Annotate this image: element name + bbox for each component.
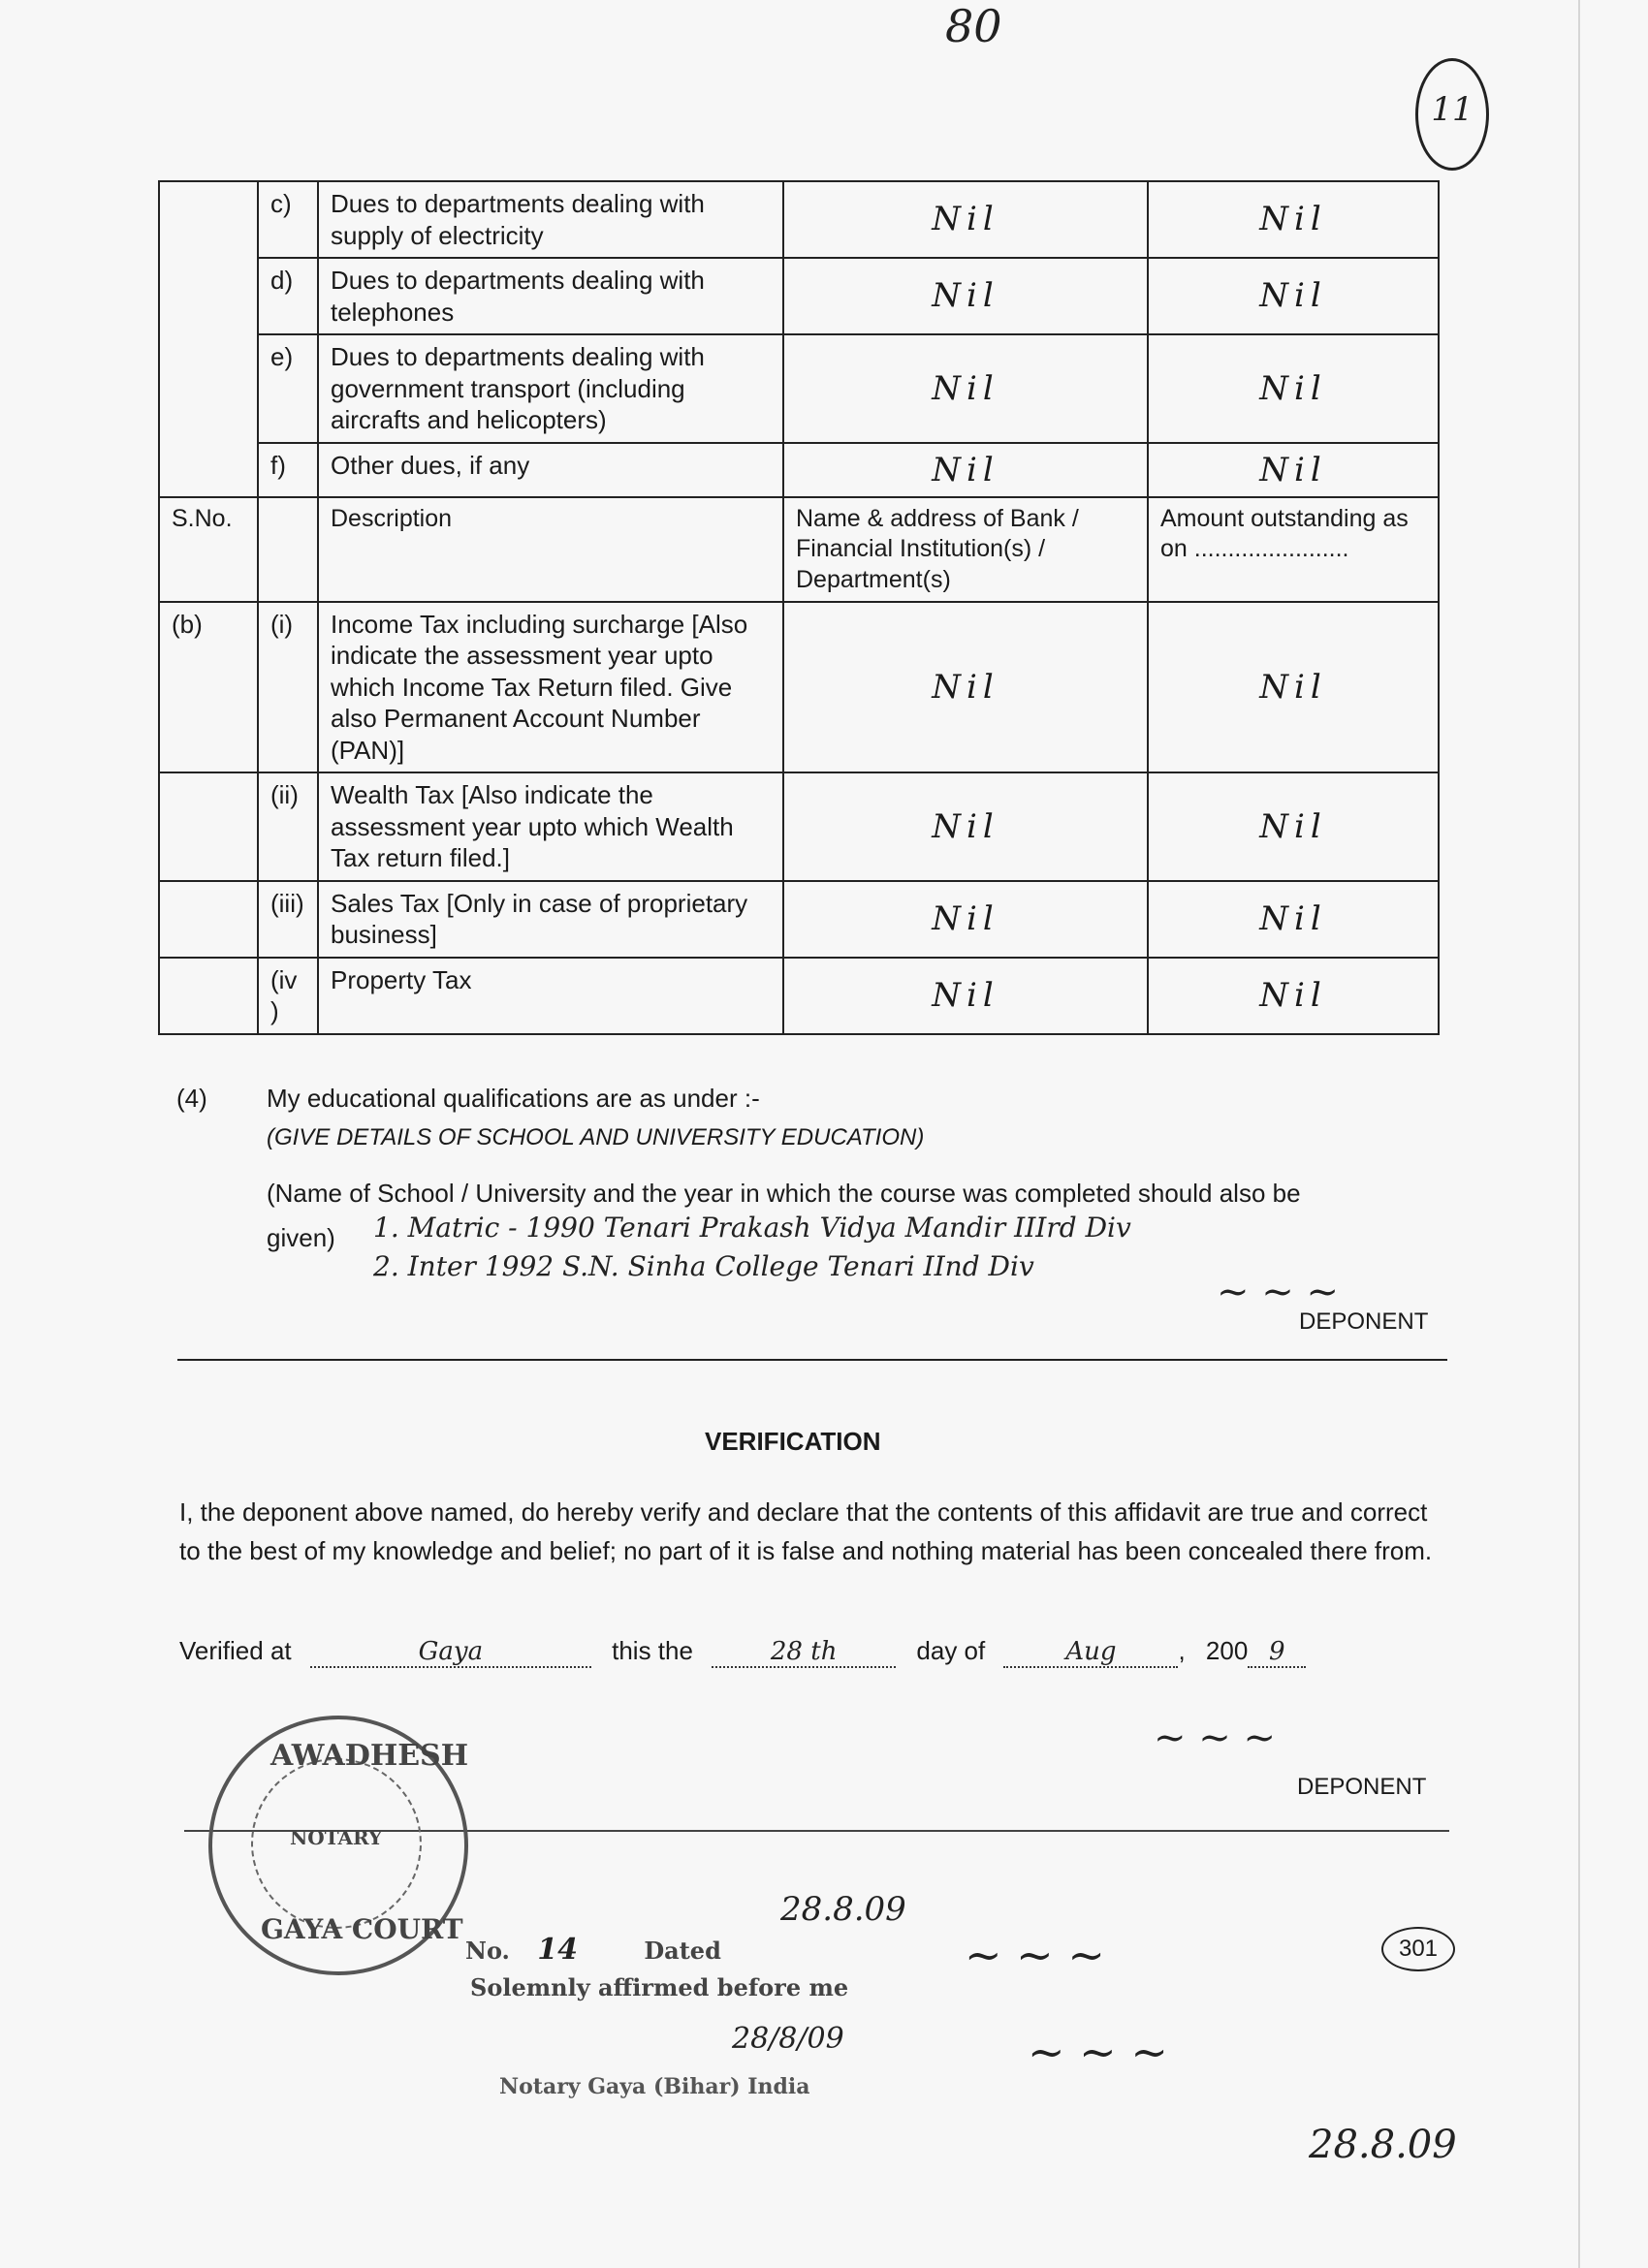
verification-body: I, the deponent above named, do hereby verify and declare that the contents of this affidavit are true and correct to the best of my knowledge and belief; no part of it is false and nothing material has been concealed there from. (179, 1497, 1433, 1565)
stamp-bottom-text: GAYA COURT (261, 1913, 463, 1945)
education-instruction: (GIVE DETAILS OF SCHOOL AND UNIVERSITY EDUCATION) (267, 1124, 925, 1150)
verification-signature: ~ ~ ~ (1154, 1716, 1276, 1760)
table-cell (258, 497, 318, 602)
row-description: Dues to departments dealing with supply of electricity (318, 181, 783, 258)
bank-value: Nil (783, 881, 1148, 958)
stamp-middle-text: NOTARY (290, 1826, 383, 1849)
amount-value: Nil (1148, 443, 1439, 498)
amount-value: Nil (1148, 258, 1439, 334)
official-signature: ~ ~ ~ (1028, 2026, 1168, 2078)
year-value: 9 (1248, 1637, 1306, 1668)
table-row (159, 181, 1439, 258)
amount-value: Nil (1148, 958, 1439, 1034)
table-row (159, 258, 1439, 334)
verified-at-label: Verified at (179, 1636, 292, 1665)
bank-value: Nil (783, 258, 1148, 334)
table-header-row (159, 497, 1439, 602)
amount-value: Nil (1148, 334, 1439, 443)
page-edge (1578, 0, 1580, 2268)
education-given: given) (267, 1223, 335, 1252)
corner-circle (1415, 58, 1489, 171)
row-description: Dues to departments dealing with government transport (including aircrafts and helicopters) (318, 334, 783, 443)
bank-value: Nil (783, 443, 1148, 498)
stamp-top-text: AWADHESH (270, 1739, 469, 1773)
row-description: Dues to departments dealing with telephones (318, 258, 783, 334)
table-row (159, 334, 1439, 443)
no-value: 14 (537, 1933, 578, 1967)
row-index: (ii) (258, 772, 318, 881)
amount-value: Nil (1148, 881, 1439, 958)
bank-value: Nil (783, 602, 1148, 773)
verification-title: VERIFICATION (705, 1427, 881, 1456)
place-value: Gaya (310, 1637, 591, 1668)
this-the-label: this the (612, 1636, 693, 1665)
page-number-circle: 301 (1381, 1927, 1455, 1971)
year-prefix: 200 (1205, 1636, 1249, 1665)
table-row (159, 602, 1439, 773)
education-heading: My educational qualifications are as under :- (267, 1084, 760, 1113)
notary-footer: Notary Gaya (Bihar) India (499, 2074, 810, 2099)
row-index: f) (258, 443, 318, 498)
header-sno: S.No. (159, 497, 258, 602)
day-of-label: day of (916, 1636, 986, 1665)
month-value: Aug (1003, 1637, 1178, 1668)
bank-value: Nil (783, 958, 1148, 1034)
notary-sign-date: 28/8/09 (732, 2022, 844, 2056)
no-label: No. (465, 1937, 510, 1965)
row-sno (159, 958, 258, 1034)
notary-date: 28.8.09 (780, 1890, 906, 1929)
row-index: (iv ) (258, 958, 318, 1034)
header-bank: Name & address of Bank / Financial Institution(s) / Department(s) (783, 497, 1148, 602)
deponent-label: DEPONENT (1299, 1308, 1429, 1335)
amount-value: Nil (1148, 772, 1439, 881)
row-index: d) (258, 258, 318, 334)
education-entry-1: 1. Matric - 1990 Tenari Prakash Vidya Mandir IIIrd Div (373, 1212, 1131, 1244)
education-entry-2: 2. Inter 1992 S.N. Sinha College Tenari IInd Div (373, 1250, 1034, 1282)
verified-line: Verified at Gaya this the 28 th day of Aug , 200 9 (179, 1636, 1306, 1668)
table-row (159, 958, 1439, 1034)
row-index: e) (258, 334, 318, 443)
amount-value: Nil (1148, 181, 1439, 258)
table-row (159, 443, 1439, 498)
divider (177, 1359, 1447, 1361)
row-sno (159, 772, 258, 881)
corner-circle-number: 11 (1431, 90, 1474, 129)
row-sno: (b) (159, 602, 258, 773)
row-description: Income Tax including surcharge [Also indicate the assessment year upto which Income Tax Return filed. Give also Permanent Account Number (PAN)] (318, 602, 783, 773)
row-sno (159, 881, 258, 958)
final-date: 28.8.09 (1309, 2123, 1457, 2167)
row-description: Property Tax (318, 958, 783, 1034)
table-row (159, 772, 1439, 881)
table-cell (159, 181, 258, 497)
row-description: Wealth Tax [Also indicate the assessment year upto which Wealth Tax return filed.] (318, 772, 783, 881)
row-index: (i) (258, 602, 318, 773)
deponent-signature: ~ ~ ~ (1217, 1270, 1339, 1314)
table-row (159, 881, 1439, 958)
section-number: (4) (176, 1084, 207, 1113)
day-value: 28 th (712, 1637, 896, 1668)
notary-number-line (465, 1933, 721, 1967)
bank-value: Nil (783, 181, 1148, 258)
notary-stamp (208, 1716, 468, 1975)
row-index: c) (258, 181, 318, 258)
amount-value: Nil (1148, 602, 1439, 773)
row-description: Other dues, if any (318, 443, 783, 498)
dated-label: Dated (644, 1937, 721, 1965)
row-index: (iii) (258, 881, 318, 958)
header-amount: Amount outstanding as on ....................... (1148, 497, 1439, 602)
row-description: Sales Tax [Only in case of proprietary business] (318, 881, 783, 958)
header-description: Description (318, 497, 783, 602)
verification-deponent-label: DEPONENT (1297, 1774, 1427, 1800)
bank-value: Nil (783, 334, 1148, 443)
bank-value: Nil (783, 772, 1148, 881)
notary-signature: ~ ~ ~ (965, 1929, 1105, 1981)
dues-table (158, 180, 1440, 1035)
page-number-handwritten: 80 (945, 0, 1002, 52)
education-note: (Name of School / University and the year in which the course was completed should also be (267, 1179, 1301, 1208)
solemn-text: Solemnly affirmed before me (470, 1973, 849, 2001)
